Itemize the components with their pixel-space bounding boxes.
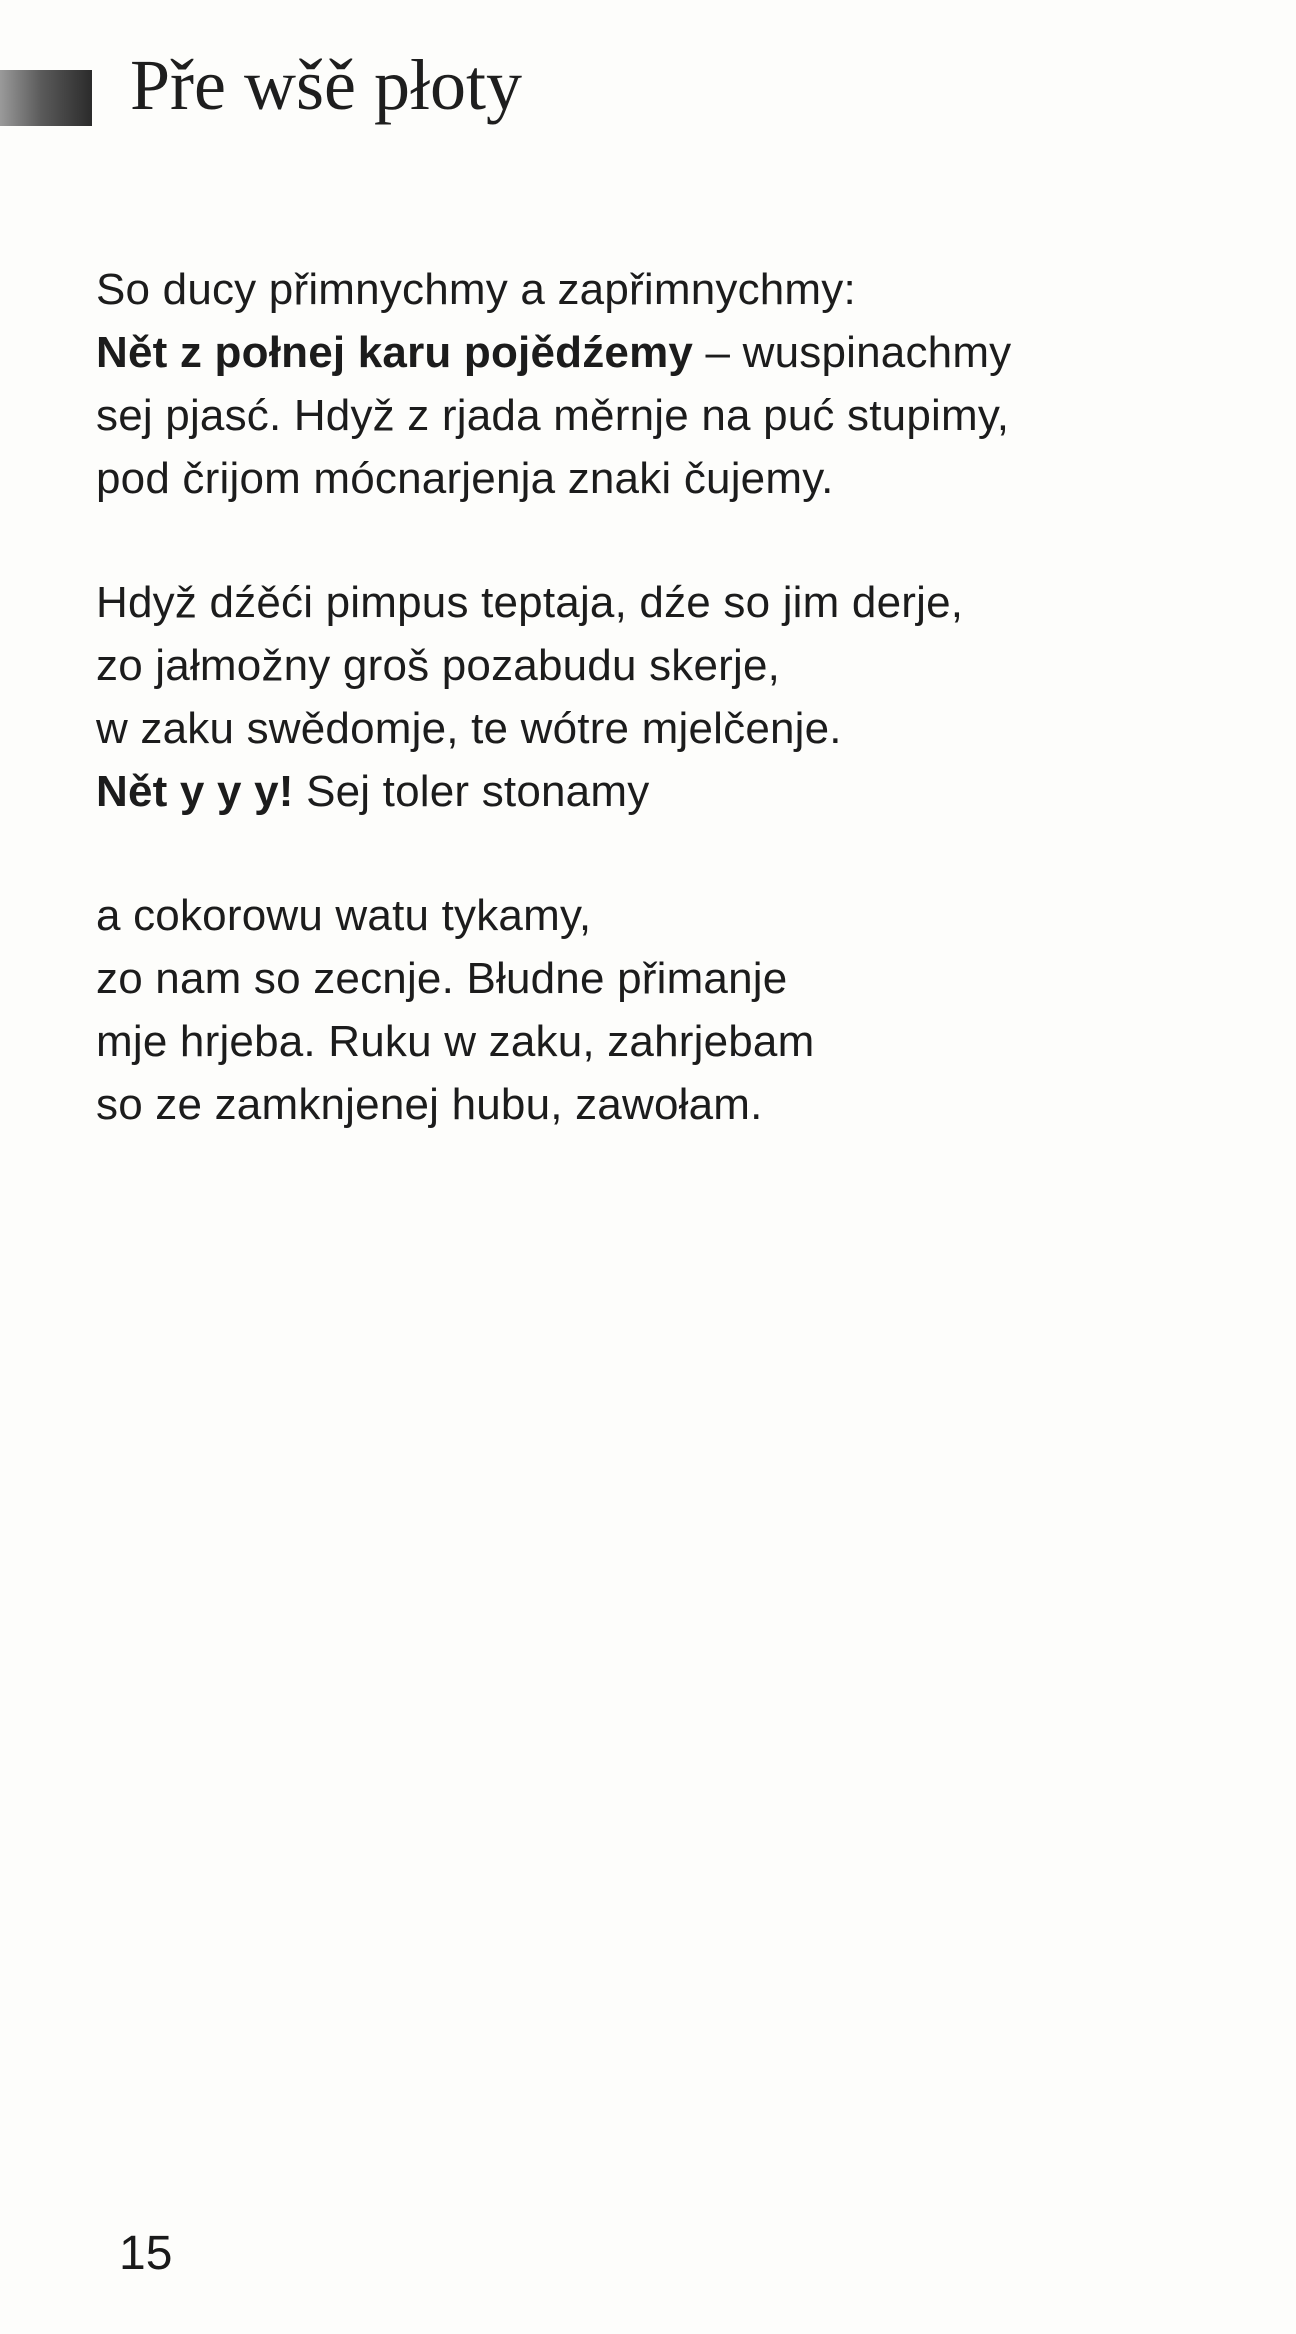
poem-line: Nět y y y! Sej toler stonamy — [96, 767, 650, 816]
bold-phrase: Nět y y y! — [96, 767, 294, 816]
header-decoration-bar — [0, 70, 92, 126]
stanza-1 — [96, 258, 1236, 510]
poem-line: sej pjasć. Hdyž z rjada měrnje na puć stupimy, — [96, 391, 1010, 440]
poem-line: w zaku swědomje, te wótre mjelčenje. — [96, 704, 842, 753]
poem-line: mje hrjeba. Ruku w zaku, zahrjebam — [96, 1017, 815, 1066]
poem-line: zo nam so zecnje. Błudne přimanje — [96, 954, 788, 1003]
poem-line: Nět z połnej karu pojědźemy – wuspinachmy — [96, 328, 1012, 377]
poem-line: a cokorowu watu tykamy, — [96, 891, 592, 940]
poem-line: So ducy přimnychmy a zapřimnychmy: — [96, 265, 856, 314]
page-number: 15 — [119, 2227, 173, 2280]
poem-line: zo jałmožny groš pozabudu skerje, — [96, 641, 781, 690]
stanza-3 — [96, 884, 1236, 1136]
stanza-2 — [96, 571, 1236, 823]
poem-line: so ze zamknjenej hubu, zawołam. — [96, 1080, 763, 1129]
poem-line: Hdyž dźěći pimpus teptaja, dźe so jim derje, — [96, 578, 964, 627]
page-title: Pře wšě płoty — [130, 45, 522, 125]
poem-line: pod črijom mócnarjenja znaki čujemy. — [96, 454, 834, 503]
bold-phrase: Nět z połnej karu pojědźemy — [96, 328, 694, 377]
poem — [96, 258, 1236, 1136]
